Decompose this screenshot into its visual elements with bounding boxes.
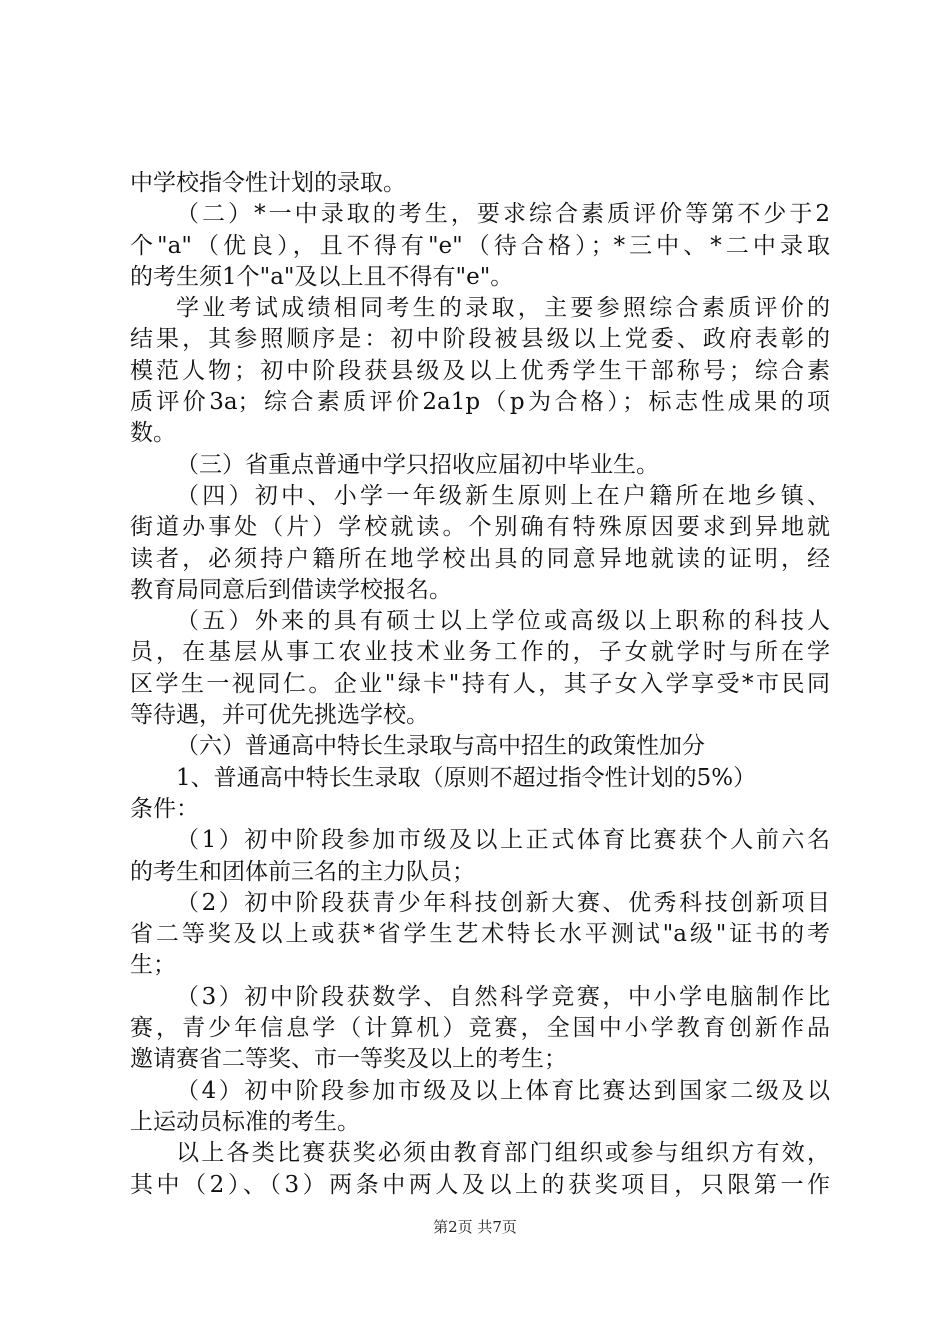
text-line: （三）省重点普通中学只招收应届初中毕业生。	[176, 451, 659, 478]
text-line: 读者，必须持户籍所在地学校出具的同意异地就读的证明，经	[130, 545, 830, 572]
text-line: （3）初中阶段获数学、自然科学竞赛，中小学电脑制作比	[176, 983, 830, 1010]
page-footer: 第2页 共7页	[433, 1218, 517, 1236]
text-line: 中学校指令性计划的录取。	[130, 170, 406, 196]
text-line: 以上各类比赛获奖必须由教育部门组织或参与组织方有效，	[176, 1140, 830, 1167]
text-line: （2）初中阶段获青少年科技创新大赛、优秀科技创新项目	[176, 889, 830, 916]
text-line: （1）初中阶段参加市级及以上正式体育比赛获个人前六名	[176, 827, 830, 854]
text-line: 数。	[130, 420, 176, 447]
text-line: 省二等奖及以上或获*省学生艺术特长水平测试"a级"证书的考	[130, 921, 830, 948]
text-line: 赛，青少年信息学（计算机）竞赛，全国中小学教育创新作品	[130, 1015, 830, 1042]
document-body	[130, 168, 830, 1201]
text-line: （4）初中阶段参加市级及以上体育比赛达到国家二级及以	[176, 1077, 830, 1104]
text-line: 个"a"（优良），且不得有"e"（待合格）；*三中、*二中录取	[130, 232, 830, 259]
text-line: 1、普通高中特长生录取（原则不超过指令性计划的5%）	[176, 764, 757, 791]
text-line: （六）普通高中特长生录取与高中招生的政策性加分	[176, 733, 705, 760]
text-line: 街道办事处（片）学校就读。个别确有特殊原因要求到异地就	[130, 514, 830, 541]
text-line: 员，在基层从事工农业技术业务工作的，子女就学时与所在学	[130, 639, 830, 666]
text-line: 条件：	[130, 795, 199, 822]
text-line: 上运动员标准的考生。	[130, 1108, 360, 1135]
text-line: 模范人物；初中阶段获县级及以上优秀学生干部称号；综合素	[130, 357, 830, 384]
text-line: 邀请赛省二等奖、市一等奖及以上的考生；	[130, 1046, 567, 1073]
text-line: 等待遇，并可优先挑选学校。	[130, 702, 429, 729]
text-line: 区学生一视同仁。企业"绿卡"持有人，其子女入学享受*市民同	[130, 670, 830, 697]
text-line: 的考生须1个"a"及以上且不得有"e"。	[130, 263, 514, 290]
text-line: 质评价3a；综合素质评价2a1p（p为合格）；标志性成果的项	[130, 389, 830, 416]
text-line: （四）初中、小学一年级新生原则上在户籍所在地乡镇、	[176, 482, 830, 509]
text-line: 生；	[130, 952, 176, 979]
text-line: 结果，其参照顺序是：初中阶段被县级以上党委、政府表彰的	[130, 326, 830, 353]
text-line: 教育局同意后到借读学校报名。	[130, 576, 452, 603]
text-line: 的考生和团体前三名的主力队员；	[130, 858, 475, 885]
text-line: （二）*一中录取的考生，要求综合素质评价等第不少于2	[176, 201, 830, 228]
text-line: 学业考试成绩相同考生的录取，主要参照综合素质评价的	[176, 295, 830, 322]
text-line: （五）外来的具有硕士以上学位或高级以上职称的科技人	[176, 608, 830, 635]
text-line: 其中（2）、（3）两条中两人及以上的获奖项目，只限第一作	[130, 1171, 830, 1198]
